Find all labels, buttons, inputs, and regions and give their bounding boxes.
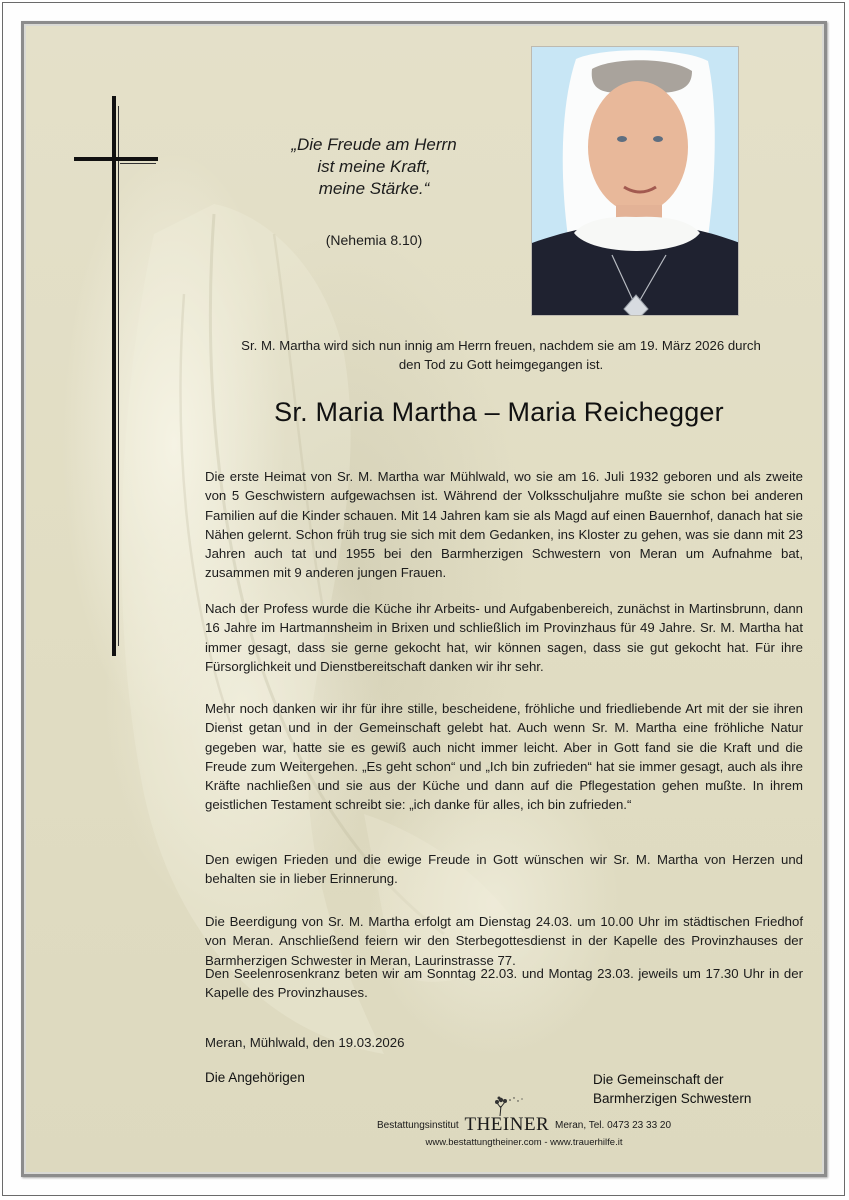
footer-prefix: Bestattungsinstitut xyxy=(376,1120,459,1131)
intro-text xyxy=(199,336,803,374)
tree-logo-icon xyxy=(486,1094,526,1116)
quote-reference: (Nehemia 8.10) xyxy=(325,232,423,248)
quote-line: ist meine Kraft, xyxy=(317,157,431,176)
obituary-card xyxy=(21,21,827,1177)
deceased-name: Sr. Maria Martha – Maria Reichegger xyxy=(274,397,724,427)
quote-line: meine Stärke.“ xyxy=(318,179,430,198)
work-paragraph xyxy=(205,599,803,676)
footer-contact: Meran, Tel. 0473 23 33 20 xyxy=(555,1120,672,1131)
funeral-home-logo xyxy=(464,1114,549,1136)
funeral-home-footer xyxy=(324,1114,724,1148)
signature-family: Die Angehörigen xyxy=(205,1070,305,1085)
signature-line: Barmherzigen Schwestern xyxy=(593,1091,752,1106)
intro-line: Sr. M. Martha wird sich nun innig am Herrn freuen, nachdem sie am 19. März 2026 durch xyxy=(241,338,761,353)
bible-quote xyxy=(224,134,524,200)
signature-community xyxy=(593,1070,751,1108)
rosary-details xyxy=(205,964,803,1003)
intro-line: den Tod zu Gott heimgegangen ist. xyxy=(398,357,604,372)
place-and-date: Meran, Mühlwald, den 19.03.2026 xyxy=(205,1035,405,1050)
footer-websites[interactable]: www.bestattungtheiner.com - www.trauerhilfe.it xyxy=(425,1137,623,1148)
paragraph-text: Den Seelenrosenkranz beten wir am Sonntag 22.03. und Montag 23.03. jeweils um 17.30 Uhr in der Kapelle des Provinzhauses. xyxy=(205,966,803,1001)
paragraph-text: Den ewigen Frieden und die ewige Freude in Gott wünschen wir Sr. M. Martha von Herzen und behalten sie in lieber Erinnerung. xyxy=(205,852,803,887)
farewell-paragraph xyxy=(205,850,803,889)
paragraph-text: Die erste Heimat von Sr. M. Martha war Mühlwald, wo sie am 16. Juli 1932 geboren und als zweite von 5 Geschwistern aufgewachsen ist. Während der Volksschuljahre mußte sie schon bei anderen Familien auf die Kinder schauen. Mit 14 Jahren kam sie als Magd auf einen Bauernhof, danach hat sie Nähen gelernt. Schon früh trug sie sich mit dem Gedanken, ins Kloster zu gehen, was sie dann mit 23 Jahren auch tat und 1955 bei den Barmherzigen Schwestern von Meran um Aufnahme bat, zusammen mit 9 anderen jungen Frauen. xyxy=(205,469,803,581)
paragraph-text: Die Beerdigung von Sr. M. Martha erfolgt am Dienstag 24.03. um 10.00 Uhr im städtischen Friedhof von Meran. Anschließend feiern wir den Sterbegottesdienst in der Kapelle des Provinzhauses der Barmherzigen Schwester in Meran, Laurinstrasse 77. xyxy=(205,914,803,968)
gratitude-paragraph xyxy=(205,699,803,815)
portrait-illustration xyxy=(532,47,739,316)
quote-line: „Die Freude am Herrn xyxy=(291,135,457,154)
biography-paragraph xyxy=(205,467,803,583)
cross-icon xyxy=(74,96,158,656)
signature-line: Die Gemeinschaft der xyxy=(593,1072,724,1087)
brand-name: THEINER xyxy=(464,1114,550,1135)
funeral-details xyxy=(205,912,803,970)
paragraph-text: Mehr noch danken wir ihr für ihre stille, bescheidene, fröhliche und friedliebende Art mit der sie ihren Dienst getan und in der Gemeinschaft gelebt hat. Auch wenn Sr. M. Martha eine fröhliche Natur gegeben war, hatte sie es gewiß auch nicht immer leicht. Aber in Gott fand sie die Kraft und die Freude zum Weitergehen. „Es geht schon“ und „Ich bin zufrieden“ hat sie immer gesagt, auch als ihre Kräfte nachließen und sie aus der Küche und dann auf die Pflegestation gehen mußte. In ihrem geistlichen Testament schreibt sie: „ich danke für alles, ich bin zufrieden.“ xyxy=(205,701,803,813)
paragraph-text: Nach der Profess wurde die Küche ihr Arbeits- und Aufgabenbereich, zunächst in Martinsbrunn, dann 16 Jahre im Hartmannsheim in Brixen und schließlich im Provinzhaus für 49 Jahre. Sr. M. Martha hat immer gesagt, dass sie gerne gekocht hat, wir können sagen, dass sie gut gekocht hat. Für ihre Fürsorglichkeit und Dienstbereitschaft danken wir ihr sehr. xyxy=(205,601,803,674)
portrait-photo xyxy=(531,46,739,316)
